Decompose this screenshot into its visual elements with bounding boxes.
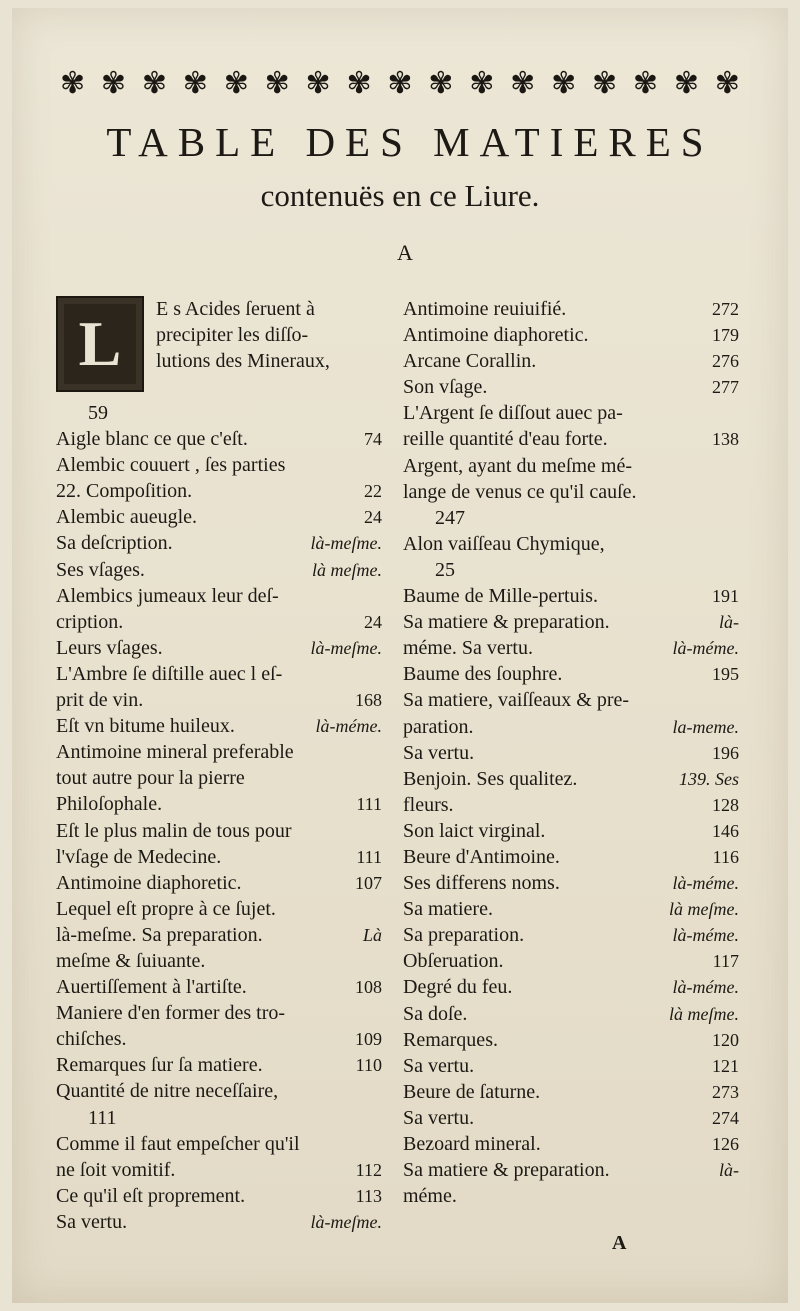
index-entry bbox=[403, 296, 739, 322]
entry-page: 109 bbox=[355, 1029, 382, 1050]
entry-page: 139. Ses bbox=[679, 768, 739, 789]
index-entry bbox=[56, 530, 382, 556]
entry-text: méme. Sa vertu. bbox=[403, 637, 533, 660]
fleuron-icon: ✾ bbox=[428, 66, 454, 101]
index-entry bbox=[403, 557, 739, 583]
index-entry bbox=[403, 1079, 739, 1105]
index-entry bbox=[403, 531, 739, 557]
fleuron-icon: ✾ bbox=[182, 66, 208, 101]
entry-text: 22. Compoſition. bbox=[56, 480, 193, 503]
index-entry bbox=[403, 818, 739, 844]
index-entry bbox=[56, 974, 382, 1000]
index-entry bbox=[403, 479, 739, 505]
entry-page: 195 bbox=[712, 664, 739, 685]
entry-text: Sa vertu. bbox=[403, 741, 475, 764]
entry-text: Auertiſſement à l'artiſte. bbox=[56, 976, 247, 999]
fleuron-icon: ✾ bbox=[510, 66, 536, 101]
fleuron-icon: ✾ bbox=[141, 66, 167, 101]
section-letter: A bbox=[397, 240, 413, 265]
index-entry bbox=[56, 635, 382, 661]
entry-page: là-méme. bbox=[672, 638, 739, 659]
entry-page: là-méme. bbox=[672, 873, 739, 894]
index-entry bbox=[403, 844, 739, 870]
index-entry bbox=[403, 583, 739, 609]
index-entry bbox=[403, 1183, 739, 1209]
index-entry bbox=[56, 844, 382, 870]
entry-page: 120 bbox=[712, 1029, 739, 1050]
entry-text: Bezoard mineral. bbox=[403, 1133, 541, 1155]
entry-text: Alembics jumeaux leur deſ- bbox=[56, 584, 279, 607]
fleuron-icon: ✾ bbox=[60, 66, 86, 101]
entry-page: là-méme. bbox=[672, 977, 739, 998]
fleuron-icon: ✾ bbox=[223, 66, 249, 101]
entry-page: là- bbox=[719, 1160, 739, 1181]
index-entry bbox=[403, 1027, 739, 1053]
entry-page: 179 bbox=[712, 325, 739, 346]
entry-page: 111 bbox=[356, 794, 382, 815]
ornament-band bbox=[60, 60, 740, 108]
entry-text: Antimoine diaphoretic. bbox=[403, 324, 589, 347]
entry-text: Comme il faut empeſcher qu'il bbox=[56, 1132, 300, 1155]
fleuron-icon: ✾ bbox=[551, 66, 577, 101]
entry-text: Ses differens noms. bbox=[403, 872, 560, 895]
entry-page: là meſme. bbox=[312, 559, 382, 580]
entry-page: 273 bbox=[712, 1081, 739, 1102]
entry-text: reille quantité d'eau forte. bbox=[403, 428, 608, 451]
index-entry bbox=[56, 1078, 382, 1104]
entry-page: 117 bbox=[712, 951, 739, 972]
index-entry bbox=[403, 661, 739, 687]
entry-text: cription. bbox=[56, 610, 124, 633]
entry-text: Lequel eſt propre à ce ſujet. bbox=[56, 897, 276, 920]
index-entry bbox=[56, 426, 382, 452]
index-entry bbox=[403, 896, 739, 922]
entry-text: meſme & ſuiuante. bbox=[56, 949, 206, 972]
entry-text: l'vſage de Medecine. bbox=[56, 845, 222, 868]
dropcap-intro bbox=[56, 296, 382, 400]
entry-text: Remarques. bbox=[403, 1028, 498, 1051]
index-entry bbox=[403, 635, 739, 661]
entry-text: Maniere d'en former des tro- bbox=[56, 1002, 286, 1025]
fleuron-icon: ✾ bbox=[100, 66, 127, 101]
entry-text: Sa vertu. bbox=[403, 1054, 475, 1077]
index-entry bbox=[56, 1052, 382, 1078]
entry-text: lange de venus ce qu'il cauſe. bbox=[403, 480, 637, 503]
index-entry bbox=[403, 974, 739, 1000]
entry-page: 276 bbox=[712, 351, 739, 372]
entry-text: 247 bbox=[435, 506, 465, 529]
entry-text: Quantité de nitre neceſſaire, bbox=[56, 1080, 279, 1103]
entry-page: 111 bbox=[356, 846, 382, 867]
entry-text: tout autre pour la pierre bbox=[56, 767, 245, 790]
dropcap-line: E s Acides ſeruent à bbox=[156, 298, 315, 320]
index-entry bbox=[403, 348, 739, 374]
entry-page: Là bbox=[362, 924, 382, 945]
entry-page: là- bbox=[719, 612, 739, 633]
index-entry bbox=[56, 1183, 382, 1209]
entry-page: 110 bbox=[355, 1055, 382, 1076]
index-entry bbox=[403, 609, 739, 635]
entry-text: Sa preparation. bbox=[403, 924, 525, 947]
index-entry bbox=[56, 948, 382, 974]
entry-text: Ses vſages. bbox=[56, 558, 145, 581]
fleuron-icon: ✾ bbox=[387, 66, 413, 101]
index-entry bbox=[56, 818, 382, 844]
entry-text: fleurs. bbox=[403, 793, 454, 816]
index-entry bbox=[403, 740, 739, 766]
entry-text: L'Ambre ſe diſtille auec l eſ- bbox=[56, 662, 283, 685]
index-entry bbox=[403, 766, 739, 792]
index-entry bbox=[56, 896, 382, 922]
entry-text: paration. bbox=[403, 715, 474, 738]
fleuron-icon: ✾ bbox=[264, 66, 290, 101]
entry-text: Arcane Corallin. bbox=[403, 350, 537, 373]
entry-page: 128 bbox=[712, 794, 739, 815]
index-entry bbox=[56, 713, 382, 739]
entry-text: Alembic couuert , ſes parties bbox=[56, 454, 286, 477]
entry-page: là-meſme. bbox=[310, 637, 382, 658]
entry-page: 138 bbox=[712, 429, 739, 450]
entry-text: Antimoine diaphoretic. bbox=[56, 871, 242, 894]
index-entry bbox=[56, 504, 382, 530]
entry-page: là-meſme. bbox=[310, 1211, 382, 1232]
entry-text: Alembic aueugle. bbox=[56, 506, 198, 529]
index-entry bbox=[403, 1053, 739, 1079]
index-entry bbox=[56, 922, 382, 948]
entry-page: 196 bbox=[712, 742, 739, 763]
fleuron-icon: ✾ bbox=[305, 66, 331, 101]
entry-page: là meſme. bbox=[669, 899, 739, 920]
entry-text: Sa vertu. bbox=[403, 1106, 475, 1129]
entry-text: prit de vin. bbox=[56, 689, 144, 712]
index-entry bbox=[56, 583, 382, 609]
left-column bbox=[56, 296, 382, 1235]
entry-page: 116 bbox=[712, 846, 739, 867]
entry-page: là-méme. bbox=[672, 925, 739, 946]
entry-page: 24 bbox=[364, 507, 382, 528]
entry-text: Son laict virginal. bbox=[403, 819, 546, 842]
index-entry bbox=[403, 374, 739, 400]
fleuron-icon: ✾ bbox=[591, 66, 618, 101]
entry-text: Argent, ayant du meſme mé- bbox=[403, 454, 633, 477]
entry-text: ne ſoit vomitif. bbox=[56, 1158, 176, 1181]
index-entry bbox=[56, 452, 382, 478]
entry-text: Beure de ſaturne. bbox=[403, 1080, 541, 1103]
entry-page: 126 bbox=[712, 1134, 739, 1154]
entry-page: 191 bbox=[712, 586, 739, 607]
entry-text: Sa matiere, vaiſſeaux & pre- bbox=[403, 689, 630, 712]
entry-text: Obſeruation. bbox=[403, 950, 504, 973]
page-title: TABLE DES MATIERES bbox=[106, 119, 714, 165]
catchword: A bbox=[612, 1232, 627, 1254]
index-entry bbox=[56, 1131, 382, 1157]
right-entry-list bbox=[403, 296, 739, 1209]
index-entry bbox=[56, 557, 382, 583]
fleuron-icon: ✾ bbox=[469, 66, 495, 101]
entry-text: Sa matiere & preparation. bbox=[403, 611, 610, 634]
index-entry bbox=[56, 1157, 382, 1183]
entry-page: 108 bbox=[355, 977, 382, 998]
entry-page: 277 bbox=[712, 377, 739, 398]
index-entry bbox=[56, 661, 382, 687]
entry-page: 74 bbox=[364, 429, 382, 450]
index-entry bbox=[56, 739, 382, 765]
index-entry bbox=[56, 1026, 382, 1052]
entry-text: 25 bbox=[435, 558, 455, 581]
entry-page: 272 bbox=[712, 299, 739, 319]
entry-text: Eſt le plus malin de tous pour bbox=[56, 819, 292, 842]
index-entry bbox=[403, 870, 739, 896]
index-entry bbox=[403, 426, 739, 452]
index-entry bbox=[56, 1209, 382, 1235]
index-entry bbox=[56, 791, 382, 817]
entry-text: Remarques ſur ſa matiere. bbox=[56, 1054, 263, 1077]
index-entry bbox=[403, 1131, 739, 1157]
entry-page: 22 bbox=[364, 481, 382, 502]
fleuron-icon: ✾ bbox=[673, 66, 699, 101]
entry-page: 113 bbox=[355, 1185, 382, 1206]
entry-text: Sa matiere. bbox=[403, 898, 493, 921]
index-entry bbox=[403, 922, 739, 948]
entry-text: Baume de Mille-pertuis. bbox=[403, 585, 598, 608]
index-entry bbox=[56, 1000, 382, 1026]
dropcap-letter: L bbox=[56, 296, 144, 392]
dropcap-line: lutions des Mineraux, bbox=[156, 350, 330, 373]
entry-text: Degré du feu. bbox=[403, 976, 513, 999]
index-entry bbox=[403, 322, 739, 348]
entry-text: L'Argent ſe diſſout auec pa- bbox=[403, 402, 623, 425]
entry-page: 168 bbox=[355, 690, 382, 711]
entry-text: Eſt vn bitume huileux. bbox=[56, 715, 235, 738]
index-entry bbox=[403, 400, 739, 426]
index-entry bbox=[403, 792, 739, 818]
left-entry-list bbox=[56, 400, 382, 1235]
index-entry bbox=[403, 1001, 739, 1027]
entry-text: Benjoin. Ses qualitez. bbox=[403, 767, 578, 790]
entry-page: là-méme. bbox=[315, 716, 382, 737]
entry-text: Sa deſcription. bbox=[56, 532, 173, 555]
index-entry bbox=[56, 400, 382, 426]
index-entry bbox=[403, 948, 739, 974]
index-entry bbox=[403, 1157, 739, 1183]
entry-page: 121 bbox=[712, 1055, 739, 1076]
entry-text: Sa matiere & preparation. bbox=[403, 1159, 610, 1182]
index-entry bbox=[56, 478, 382, 504]
entry-text: 111 bbox=[88, 1106, 117, 1129]
index-entry bbox=[403, 714, 739, 740]
index-entry bbox=[403, 505, 739, 531]
entry-text: 59 bbox=[88, 402, 108, 424]
dropcap-line: precipiter les diſſo- bbox=[156, 324, 309, 347]
entry-text: Beure d'Antimoine. bbox=[403, 845, 560, 868]
entry-page: 107 bbox=[355, 872, 382, 893]
index-entry bbox=[56, 609, 382, 635]
entry-text: Ce qu'il eſt proprement. bbox=[56, 1184, 246, 1207]
index-entry bbox=[56, 870, 382, 896]
index-entry bbox=[403, 453, 739, 479]
entry-text: Leurs vſages. bbox=[56, 636, 163, 659]
entry-text: Antimoine reuiuifié. bbox=[403, 298, 567, 320]
entry-page: la-meme. bbox=[672, 716, 739, 737]
entry-text: Antimoine mineral preferable bbox=[56, 741, 294, 764]
page-subtitle: contenuës en ce Liure. bbox=[260, 178, 540, 213]
entry-page: 274 bbox=[712, 1107, 739, 1128]
index-entry bbox=[56, 1105, 382, 1131]
entry-text: Sa doſe. bbox=[403, 1002, 468, 1025]
entry-text: Aigle blanc ce que c'eſt. bbox=[56, 428, 248, 451]
entry-text: Son vſage. bbox=[403, 376, 488, 399]
entry-text: là-meſme. Sa preparation. bbox=[56, 923, 263, 946]
entry-page: 146 bbox=[712, 820, 739, 841]
entry-page: 112 bbox=[355, 1159, 382, 1180]
entry-text: Sa vertu. bbox=[56, 1210, 128, 1233]
index-entry bbox=[403, 1105, 739, 1131]
fleuron-icon: ✾ bbox=[632, 66, 659, 101]
entry-text: méme. bbox=[403, 1185, 457, 1208]
index-entry bbox=[56, 687, 382, 713]
right-column bbox=[403, 296, 739, 1209]
entry-text: Philoſophale. bbox=[56, 793, 163, 816]
entry-page: là meſme. bbox=[669, 1003, 739, 1024]
index-entry bbox=[56, 765, 382, 791]
entry-page: là-meſme. bbox=[310, 533, 382, 554]
entry-text: chiſches. bbox=[56, 1028, 127, 1051]
entry-page: 24 bbox=[364, 611, 382, 632]
entry-text: Alon vaiſſeau Chymique, bbox=[403, 532, 605, 555]
fleuron-icon: ✾ bbox=[346, 66, 372, 101]
fleuron-icon: ✾ bbox=[714, 66, 740, 101]
index-entry bbox=[403, 687, 739, 713]
entry-text: Baume des ſouphre. bbox=[403, 663, 563, 686]
